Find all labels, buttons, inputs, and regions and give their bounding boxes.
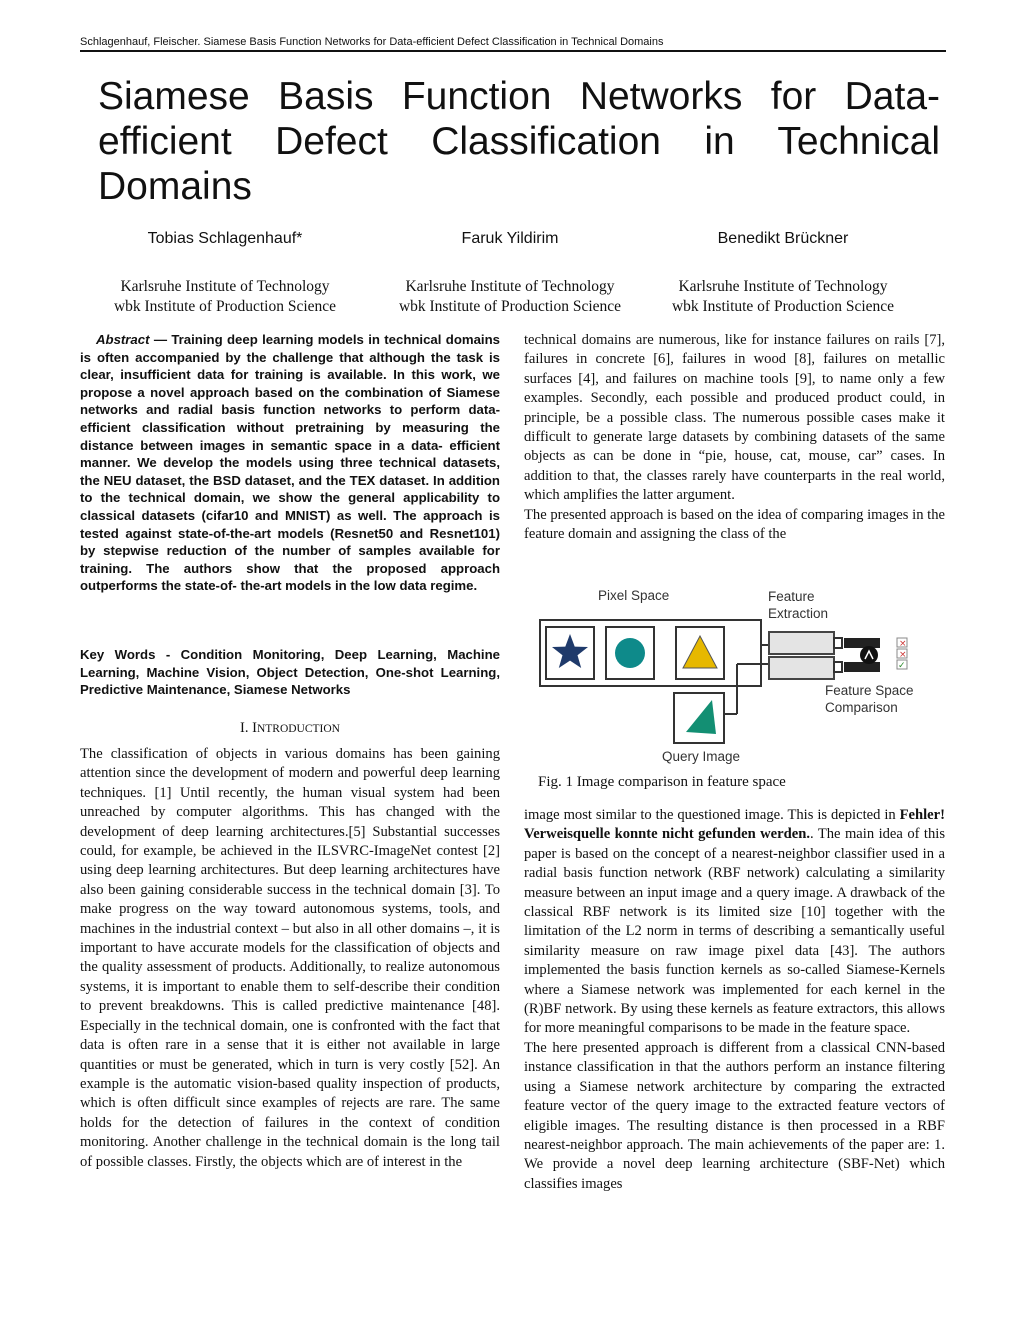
paper-title: Siamese Basis Function Networks for Data-efficient Defect Classification in Technical Domains (98, 75, 940, 208)
feature-vector-bottom (844, 662, 880, 672)
author-affiliation (672, 277, 894, 317)
affiliation-dept: wbk Institute of Production Science (671, 298, 895, 315)
affiliation-institute: Karlsruhe Institute of Technology (120, 278, 330, 295)
abstract (80, 331, 500, 595)
running-header: Schlagenhauf, Fleischer. Siamese Basis Function Networks for Data-efficient Defect Classification in Technical Domains (80, 36, 946, 52)
paragraph-text: . The main idea of this paper is based on the concept of a nearest-neighbor classifier used in a radial basis function network (RBF network) calculating a similarity measure between an input image and a query image. A drawback of the classical RBF network is its limited size [10] together with the limitation of the L2 norm in terms of describing a semantically useful similarity measure on raw image pixel data [43]. The authors implemented the basis function kernels as so-called Siamese-Kernels where a Siamese network was implemented for each kernel in the (R)BF network. By using these kernels as feature extractors, this allows for more meaningful comparisons to be made in the feature space. (524, 826, 945, 1037)
author-name: Benedikt Brückner (717, 230, 849, 247)
author-name: Tobias Schlagenhauf* (147, 230, 303, 247)
svg-text:✓: ✓ (898, 661, 906, 671)
author-affiliation (399, 277, 621, 317)
intro-column-left (80, 745, 500, 1172)
svg-text:×: × (899, 650, 907, 660)
pixel-space-label: Pixel Space (598, 588, 670, 603)
section-heading-introduction (80, 720, 500, 737)
section-title-rest: NTRODUCTION (256, 723, 340, 735)
affiliation-dept: wbk Institute of Production Science (398, 298, 622, 315)
figure-diagram (524, 582, 944, 772)
intro-paragraph: The classification of objects in various domains has been gaining attention since the development of modern and powerful deep learning techniques. [1] Until recently, the human visual system had been unreached by computer algorithms. This has changed with the development of deep learning architectures.[5] Substantial successes could, for example, be achieved in the ILSVRC-ImageNet contest [2] using deep learning architectures. But deep learning architectures have also been gaining considerable success in the technical domain [3]. To make progress on the way toward autonomous systems, tools, and machines in the industrial context – but also in all other domains –, it is important to have accurate models for the classification of objects and the quality assessment of products. Additionally, to realize autonomous systems, it is important to enable them to self-describe their condition to prevent breakdowns. This is called predictive maintenance [48]. Especially in the technical domain, one is confronted with the fact that data is often rare in a sense that it is either not available in large quantities or must be generated, which in turn is very costly [52]. An example is the automatic vision-based quality inspection of products, which is often difficult since examples of rejects are rare. The same holds for the detection of failures in the context of condition monitoring. Another challenge in the technical domain is the long tail of possible classes. Firstly, the objects which are of interest in the (80, 746, 500, 1170)
query-image-label: Query Image (662, 749, 741, 764)
figure-1 (524, 582, 944, 772)
paragraph (524, 806, 945, 1039)
broken-reference: Fehler! Verweisquelle konnte nicht gefunden werden. (524, 807, 945, 843)
feature-vector-top (844, 638, 880, 648)
feature-space-comparison-label: Feature Space Comparison (825, 683, 914, 715)
abstract-label: Abstract (96, 332, 150, 347)
feature-extraction-label: Feature Extraction (768, 589, 829, 621)
comparison-icon (860, 646, 878, 664)
affiliation-dept: wbk Institute of Production Science (113, 298, 337, 315)
abstract-text: — Training deep learning models in technical domains is often accompanied by the challenge that although the task is clear, insufficient data for training is available. In this work, we propose a novel approach based on the combination of Siamese networks and radial basis function networks to perform data-efficient classification without pretraining by measuring the distance between images in semantic space in a data- efficient manner. We develop the models using three technical datasets, the NEU dataset, the BSD dataset, and the TEX dataset. In addition to the technical domain, we show the general applicability to classical datasets (cifar10 and MNIST) as well. The approach is tested against state-of-the-art models (Resnet50 and Resnet101) by stepwise reduction of the number of samples available for training. The authors show that the proposed approach outperforms the state-of- the-art models in the low data regime. (80, 332, 500, 594)
section-number: I. (240, 720, 249, 736)
affiliation-institute: Karlsruhe Institute of Technology (405, 278, 615, 295)
figure-caption: Fig. 1 Image comparison in feature space (538, 774, 786, 790)
paragraph-text: image most similar to the questioned image. This is depicted in (524, 807, 900, 823)
right-column-top (524, 331, 945, 544)
feature-extractor-bottom (769, 657, 834, 679)
paragraph: technical domains are numerous, like for instance failures on rails [7], failures in concrete [6], failures in wood [8], failures on metallic surfaces [4], and failures on machine tools [9], to name only a few examples. Secondly, each possible and produced product could, in principle, be a possible class. The numerous possible cases make it difficult to generate large datasets by combining datasets of the same objects as can be done in “pie, house, cat, mouse, car” cases. In addition to that, the classes rarely have counterparts in the real world, which amplifies the latter argument. (524, 332, 945, 504)
svg-text:×: × (899, 639, 907, 649)
paragraph: The here presented approach is different from a classical CNN-based instance classification in that the authors perform an instance filtering using a Siamese network architecture by comparing the extracted feature vector of the query image to the extracted feature vectors of eligible images. The resulting distance is then processed in a RBF nearest-neighbor approach. The main achievements of the paper are: 1. We provide a novel deep learning architecture (SBF-Net) which classifies images (524, 1039, 945, 1192)
keywords: Key Words - Condition Monitoring, Deep Learning, Machine Learning, Machine Vision, Object Detection, One-shot Learning, Predictive Maintenance, Siamese Networks (80, 647, 500, 698)
author-affiliation (114, 277, 336, 317)
author-name: Faruk Yildirim (461, 230, 559, 247)
circle-icon (615, 638, 645, 668)
paragraph: The presented approach is based on the idea of comparing images in the feature domain and assigning the class of the (524, 506, 945, 543)
affiliation-institute: Karlsruhe Institute of Technology (678, 278, 888, 295)
feature-extractor-top (769, 632, 834, 654)
section-title-first: I (252, 720, 257, 736)
right-column-bottom (524, 806, 945, 1194)
